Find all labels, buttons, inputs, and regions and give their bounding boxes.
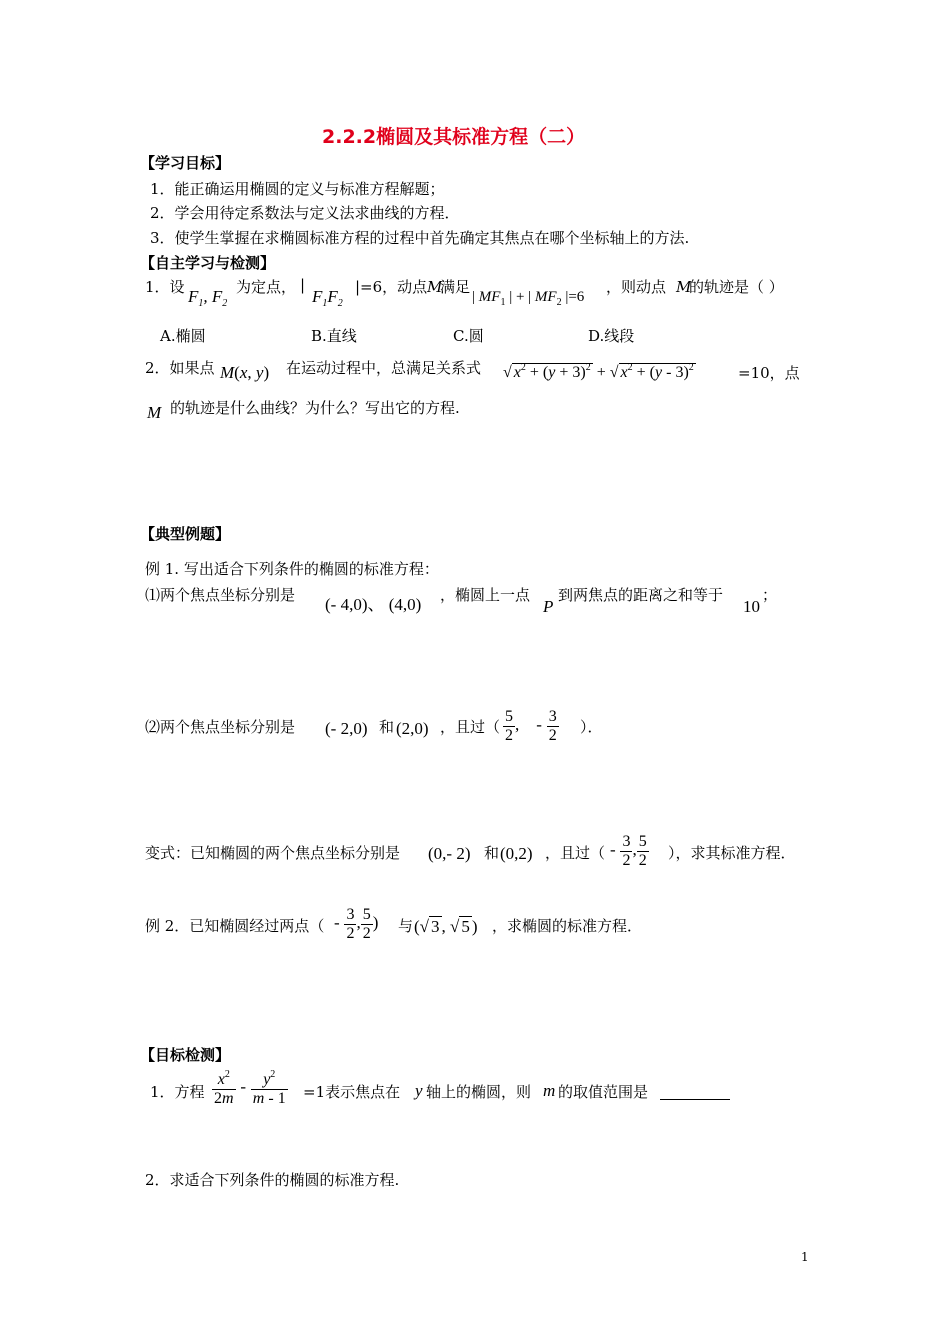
ex1-p2-a: ⑵两个焦点坐标分别是 bbox=[145, 718, 296, 736]
q1-condition: | $MF_1$ | + | $MF_2$ |=6 bbox=[472, 289, 585, 308]
check-q1-c: 轴上的椭圆，则 bbox=[426, 1083, 532, 1101]
ex2-b: 与 bbox=[398, 917, 414, 935]
ex1-p2-f1: (- 2,0) bbox=[325, 719, 368, 738]
variant-c: ，且过（ bbox=[545, 844, 606, 862]
variant-a: 变式：已知椭圆的两个焦点坐标分别是 bbox=[145, 844, 401, 862]
q2-equation: √ $x^2 + (y + 3)^2$ + √ $x^2 + (y - 3)^2$ bbox=[503, 362, 694, 381]
ex1-p1-p: P bbox=[543, 597, 554, 616]
ex1-p2-d: ）． bbox=[580, 718, 603, 736]
q1-option-b: B.直线 bbox=[311, 327, 357, 345]
section-self-study: 【自主学习与检测】 bbox=[140, 254, 276, 272]
variant-f1: (0,- 2) bbox=[428, 844, 471, 863]
section-check: 【目标检测】 bbox=[140, 1046, 231, 1064]
q2-line2: 的轨迹是什么曲线？为什么？写出它的方程. bbox=[170, 399, 460, 417]
section-examples: 【典型例题】 bbox=[140, 525, 231, 543]
check-q1-equation: $\frac{x^2}{2m}$ - $\frac{y^2}{m - 1}$ bbox=[214, 1069, 286, 1107]
q2-point: M(x, y) bbox=[220, 363, 270, 382]
check-q1-m: m bbox=[543, 1081, 556, 1100]
q2-m-label: M bbox=[147, 403, 162, 422]
goal-1: 1．能正确运用椭圆的定义与标准方程解题； bbox=[150, 180, 445, 198]
q1-text-c: |=6，动点 bbox=[355, 278, 428, 296]
ex1-p2-c: ，且过（ bbox=[440, 718, 501, 736]
q1-text-e: ，则动点 bbox=[606, 278, 667, 296]
q1-option-c: C.圆 bbox=[453, 327, 484, 345]
q1-abs-bar: | bbox=[300, 276, 306, 294]
q1-option-d: D.线段 bbox=[588, 327, 635, 345]
ex1-intro: 例 1. 写出适合下列条件的椭圆的标准方程： bbox=[145, 560, 439, 578]
ex2-c: ，求椭圆的标准方程． bbox=[492, 917, 643, 935]
ex1-p1-d: ； bbox=[762, 586, 778, 604]
q1-text-b: 为定点， bbox=[236, 278, 297, 296]
check-q2: 2．求适合下列条件的椭圆的标准方程. bbox=[145, 1171, 400, 1189]
ex1-p2-f2: (2,0) bbox=[396, 719, 429, 738]
q1-text-f: 的轨迹是（ ） bbox=[689, 278, 784, 296]
ex2-point1: - $\frac{3}{2}$ , $\frac{5}{2}$ ) bbox=[334, 906, 379, 942]
q1-f1f2: $F_1F_2$ bbox=[312, 287, 343, 309]
check-q1-b: =1表示焦点在 bbox=[303, 1083, 401, 1101]
ex1-p2-b: 和 bbox=[379, 718, 395, 736]
ex1-p1-b: ，椭圆上一点 bbox=[440, 586, 531, 604]
q2-text-a: 2．如果点 bbox=[145, 359, 215, 377]
variant-f2: (0,2) bbox=[500, 844, 533, 863]
check-q1-blank bbox=[660, 1084, 730, 1102]
ex1-p1-foci: (- 4,0)、 (4,0) bbox=[325, 595, 422, 614]
ex1-p2-point: $\frac{5}{2}$ , - $\frac{3}{2}$ bbox=[505, 708, 557, 744]
variant-d: ），求其标准方程． bbox=[668, 844, 796, 862]
q2-text-b: 在运动过程中，总满足关系式 bbox=[286, 359, 482, 377]
check-q1-y: y bbox=[415, 1081, 423, 1100]
ex2-a: 例 2．已知椭圆经过两点（ bbox=[145, 917, 325, 935]
q1-m-label: M bbox=[427, 278, 443, 296]
ex1-p1-a: ⑴两个焦点坐标分别是 bbox=[145, 586, 296, 604]
check-q1-a: 1．方程 bbox=[150, 1083, 205, 1101]
question-1 bbox=[145, 278, 185, 296]
q1-option-a: A.椭圆 bbox=[160, 327, 206, 345]
section-goals: 【学习目标】 bbox=[140, 154, 231, 172]
goal-3: 3．使学生掌握在求椭圆标准方程的过程中首先确定其焦点在哪个坐标轴上的方法. bbox=[150, 229, 690, 247]
q1-text-d: 满足 bbox=[440, 278, 471, 296]
page-title: 2.2.2椭圆及其标准方程（二） bbox=[322, 126, 586, 148]
q1-m-label-2: M bbox=[676, 278, 692, 296]
variant-point: - $\frac{3}{2}$ , $\frac{5}{2}$ bbox=[610, 833, 647, 869]
ex1-p1-c: 到两焦点的距离之和等于 bbox=[558, 586, 724, 604]
q2-text-c: =10，点 bbox=[738, 364, 800, 382]
q1-text-a: 1．设 bbox=[145, 278, 185, 296]
ex1-p1-sum: 10 bbox=[743, 597, 760, 616]
ex2-point2: (√ 3 , √ 5 ) bbox=[414, 917, 478, 936]
goal-2: 2．学会用待定系数法与定义法求曲线的方程． bbox=[150, 204, 460, 222]
page-number: 1 bbox=[801, 1250, 809, 1264]
variant-b: 和 bbox=[484, 844, 500, 862]
check-q1-d: 的取值范围是 bbox=[558, 1083, 649, 1101]
q1-foci: $F_1$, $F_2$ bbox=[188, 287, 228, 309]
